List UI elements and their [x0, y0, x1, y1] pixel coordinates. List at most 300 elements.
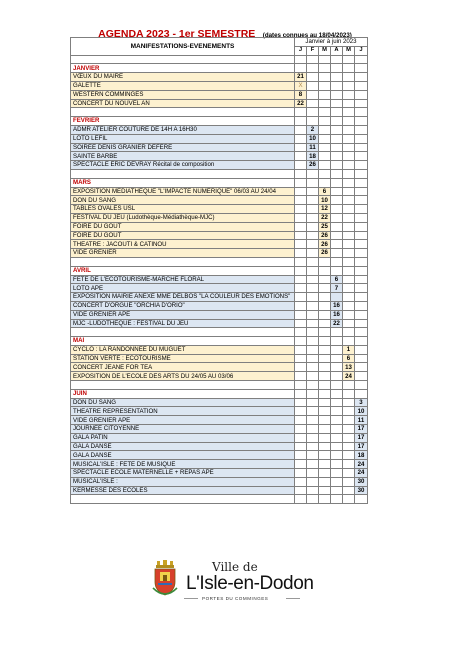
- empty-cell: [355, 328, 368, 337]
- empty-cell: [343, 469, 355, 478]
- empty-cell: [295, 64, 307, 73]
- empty-cell: [319, 169, 331, 178]
- empty-cell: [331, 55, 343, 64]
- event-day: 24: [355, 460, 368, 469]
- empty-cell: [343, 64, 355, 73]
- empty-cell: [307, 442, 319, 451]
- empty-cell: [343, 81, 355, 90]
- event-label: VIDE GRENIER: [71, 249, 295, 258]
- month-row: [71, 117, 368, 126]
- empty-cell: [331, 389, 343, 398]
- empty-cell: [331, 407, 343, 416]
- empty-cell: [331, 196, 343, 205]
- event-label: VŒUX DU MAIRE: [71, 73, 295, 82]
- month-abbr: M: [319, 46, 331, 55]
- empty-cell: [307, 416, 319, 425]
- event-row: [71, 240, 368, 249]
- event-row: [71, 99, 368, 108]
- empty-cell: [295, 161, 307, 170]
- empty-cell: [355, 319, 368, 328]
- event-label: GALA DANSE: [71, 442, 295, 451]
- event-day: 16: [331, 310, 343, 319]
- event-row: [71, 363, 368, 372]
- event-row: [71, 134, 368, 143]
- empty-cell: [295, 293, 307, 302]
- empty-cell: [331, 460, 343, 469]
- event-day: 6: [331, 275, 343, 284]
- empty-cell: [307, 495, 319, 504]
- empty-cell: [331, 337, 343, 346]
- empty-cell: [355, 337, 368, 346]
- empty-cell: [319, 117, 331, 126]
- empty-cell: [343, 310, 355, 319]
- event-label: VIDE GRENIER APE: [71, 310, 295, 319]
- empty-cell: [295, 442, 307, 451]
- empty-cell: [355, 301, 368, 310]
- empty-cell: [331, 143, 343, 152]
- event-day: 2: [307, 125, 319, 134]
- event-row: [71, 196, 368, 205]
- event-label: SPECTACLE ECOLE MATERNELLE + REPAS APE: [71, 469, 295, 478]
- empty-cell: [355, 257, 368, 266]
- empty-cell: [319, 310, 331, 319]
- empty-cell: [319, 469, 331, 478]
- event-row: [71, 284, 368, 293]
- empty-cell: [307, 486, 319, 495]
- month-label: MARS: [71, 178, 295, 187]
- empty-cell: [71, 169, 295, 178]
- event-label: GALETTE: [71, 81, 295, 90]
- empty-cell: [307, 284, 319, 293]
- month-abbr: M: [343, 46, 355, 55]
- empty-cell: [319, 425, 331, 434]
- empty-cell: [331, 416, 343, 425]
- empty-cell: [319, 161, 331, 170]
- empty-cell: [343, 407, 355, 416]
- empty-cell: [295, 266, 307, 275]
- event-day: 6: [319, 187, 331, 196]
- empty-cell: [319, 363, 331, 372]
- event-label: CONCERT D'ORGUE "ORCHIA D'ORIO": [71, 301, 295, 310]
- empty-cell: [343, 117, 355, 126]
- spacer-row: [71, 108, 368, 117]
- empty-cell: [355, 275, 368, 284]
- event-label: JOURNEE CITOYENNE: [71, 425, 295, 434]
- empty-cell: [331, 486, 343, 495]
- empty-cell: [319, 495, 331, 504]
- empty-cell: [355, 231, 368, 240]
- empty-cell: [295, 117, 307, 126]
- empty-cell: [355, 152, 368, 161]
- empty-cell: [343, 169, 355, 178]
- empty-cell: [343, 55, 355, 64]
- empty-cell: [295, 284, 307, 293]
- empty-cell: [331, 363, 343, 372]
- empty-cell: [307, 81, 319, 90]
- empty-cell: [295, 213, 307, 222]
- event-row: [71, 293, 368, 302]
- empty-cell: [343, 433, 355, 442]
- empty-cell: [343, 178, 355, 187]
- empty-cell: [319, 81, 331, 90]
- empty-cell: [343, 451, 355, 460]
- agenda-body: [71, 55, 368, 504]
- spacer-row: [71, 381, 368, 390]
- empty-cell: [307, 205, 319, 214]
- empty-cell: [307, 337, 319, 346]
- month-abbr: J: [355, 46, 368, 55]
- event-row: [71, 222, 368, 231]
- event-label: CONCERT DU NOUVEL AN: [71, 99, 295, 108]
- event-day: 13: [343, 363, 355, 372]
- empty-cell: [355, 108, 368, 117]
- empty-cell: [319, 354, 331, 363]
- month-label: JUIN: [71, 389, 295, 398]
- empty-cell: [331, 433, 343, 442]
- event-day: 18: [307, 152, 319, 161]
- event-day: 12: [319, 205, 331, 214]
- event-day: 3: [355, 398, 368, 407]
- event-label: EXPOSITION DE L'ECOLE DES ARTS DU 24/05 AU 03/06: [71, 372, 295, 381]
- tagline-rule-left: [184, 598, 198, 599]
- empty-cell: [355, 187, 368, 196]
- empty-cell: [319, 108, 331, 117]
- empty-cell: [355, 161, 368, 170]
- event-day: 30: [355, 477, 368, 486]
- empty-cell: [343, 187, 355, 196]
- empty-cell: [295, 143, 307, 152]
- empty-cell: [307, 257, 319, 266]
- event-row: [71, 477, 368, 486]
- month-label: FEVRIER: [71, 117, 295, 126]
- empty-cell: [343, 337, 355, 346]
- empty-cell: [319, 257, 331, 266]
- empty-cell: [355, 90, 368, 99]
- empty-cell: [295, 196, 307, 205]
- event-label: ADMR ATELIER COUTURE DE 14H A 16H30: [71, 125, 295, 134]
- empty-cell: [319, 337, 331, 346]
- empty-cell: [355, 381, 368, 390]
- event-row: [71, 469, 368, 478]
- empty-cell: [307, 433, 319, 442]
- event-label: MUSICAL'ISLE :: [71, 477, 295, 486]
- page-subtitle: (dates connues au 18/04/2023): [262, 32, 352, 39]
- empty-cell: [343, 284, 355, 293]
- empty-cell: [343, 222, 355, 231]
- empty-cell: [295, 469, 307, 478]
- event-row: [71, 460, 368, 469]
- event-day: [331, 293, 343, 302]
- column-header-events: MANIFESTATIONS-EVENEMENTS: [71, 38, 295, 56]
- empty-cell: [295, 275, 307, 284]
- empty-cell: [307, 293, 319, 302]
- empty-cell: [331, 328, 343, 337]
- empty-cell: [355, 178, 368, 187]
- empty-cell: [331, 257, 343, 266]
- empty-cell: [343, 495, 355, 504]
- empty-cell: [355, 240, 368, 249]
- empty-cell: [355, 99, 368, 108]
- empty-cell: [295, 319, 307, 328]
- event-row: [71, 486, 368, 495]
- event-day: 30: [355, 486, 368, 495]
- empty-cell: [295, 354, 307, 363]
- agenda-table: [70, 37, 368, 504]
- empty-cell: [343, 293, 355, 302]
- event-day: 7: [331, 284, 343, 293]
- empty-cell: [355, 293, 368, 302]
- empty-cell: [355, 134, 368, 143]
- page-title: AGENDA 2023 - 1er SEMESTRE: [98, 28, 256, 40]
- empty-cell: [331, 213, 343, 222]
- event-day: 17: [355, 425, 368, 434]
- event-row: [71, 161, 368, 170]
- empty-cell: [343, 425, 355, 434]
- spacer-row: [71, 328, 368, 337]
- empty-cell: [331, 469, 343, 478]
- empty-cell: [355, 354, 368, 363]
- empty-cell: [307, 108, 319, 117]
- event-day: 22: [295, 99, 307, 108]
- empty-cell: [319, 372, 331, 381]
- empty-cell: [295, 55, 307, 64]
- empty-cell: [307, 187, 319, 196]
- event-label: FOIRE DU GOUT: [71, 222, 295, 231]
- empty-cell: [307, 460, 319, 469]
- empty-cell: [343, 125, 355, 134]
- event-day: 6: [343, 354, 355, 363]
- empty-cell: [307, 310, 319, 319]
- empty-cell: [343, 381, 355, 390]
- empty-cell: [295, 381, 307, 390]
- empty-cell: [295, 169, 307, 178]
- empty-cell: [295, 240, 307, 249]
- event-label: CONCERT JEANE FOR TEA: [71, 363, 295, 372]
- empty-cell: [307, 117, 319, 126]
- event-label: THEATRE REPRESENTATION: [71, 407, 295, 416]
- empty-cell: [319, 55, 331, 64]
- empty-cell: [319, 442, 331, 451]
- empty-cell: [331, 108, 343, 117]
- empty-cell: [307, 372, 319, 381]
- empty-cell: [355, 249, 368, 258]
- event-row: [71, 301, 368, 310]
- empty-cell: [343, 257, 355, 266]
- empty-cell: [355, 143, 368, 152]
- empty-cell: [71, 381, 295, 390]
- empty-cell: [319, 284, 331, 293]
- event-day: X: [295, 81, 307, 90]
- event-row: [71, 416, 368, 425]
- event-day: 26: [319, 249, 331, 258]
- event-label: SAINTE BARBE: [71, 152, 295, 161]
- empty-cell: [307, 345, 319, 354]
- empty-cell: [319, 486, 331, 495]
- empty-cell: [295, 433, 307, 442]
- empty-cell: [343, 319, 355, 328]
- empty-cell: [319, 134, 331, 143]
- empty-cell: [307, 301, 319, 310]
- event-row: [71, 319, 368, 328]
- empty-cell: [343, 398, 355, 407]
- empty-cell: [295, 257, 307, 266]
- empty-cell: [343, 152, 355, 161]
- empty-cell: [319, 266, 331, 275]
- empty-cell: [355, 125, 368, 134]
- empty-cell: [295, 425, 307, 434]
- empty-cell: [355, 222, 368, 231]
- event-label: THEATRE : JACOUTI & CATINOU: [71, 240, 295, 249]
- event-row: [71, 143, 368, 152]
- empty-cell: [355, 310, 368, 319]
- town-logo: [150, 558, 314, 604]
- empty-cell: [307, 90, 319, 99]
- empty-cell: [355, 213, 368, 222]
- empty-cell: [295, 205, 307, 214]
- month-label: MAI: [71, 337, 295, 346]
- event-row: [71, 125, 368, 134]
- empty-cell: [331, 495, 343, 504]
- month-abbr: J: [295, 46, 307, 55]
- empty-cell: [343, 416, 355, 425]
- empty-cell: [319, 328, 331, 337]
- empty-cell: [331, 90, 343, 99]
- spacer-row: [71, 169, 368, 178]
- empty-cell: [331, 161, 343, 170]
- empty-cell: [295, 486, 307, 495]
- event-label: WESTERN COMMINGES: [71, 90, 295, 99]
- empty-cell: [331, 425, 343, 434]
- empty-cell: [319, 460, 331, 469]
- empty-cell: [331, 152, 343, 161]
- empty-cell: [331, 99, 343, 108]
- logo-town-name: L'Isle-en-Dodon: [186, 573, 314, 594]
- event-day: 10: [355, 407, 368, 416]
- empty-cell: [331, 64, 343, 73]
- empty-cell: [343, 240, 355, 249]
- event-day: 16: [331, 301, 343, 310]
- event-label: FETE DE L'ECOTOURISME-MARCHE FLORAL: [71, 275, 295, 284]
- event-day: 24: [355, 469, 368, 478]
- month-row: [71, 64, 368, 73]
- event-day: 11: [355, 416, 368, 425]
- event-row: [71, 275, 368, 284]
- town-crest-icon: [150, 560, 180, 600]
- event-label: GALA PATIN: [71, 433, 295, 442]
- event-row: [71, 213, 368, 222]
- empty-cell: [295, 178, 307, 187]
- event-row: [71, 249, 368, 258]
- tagline-rule-right: [286, 598, 300, 599]
- empty-cell: [331, 231, 343, 240]
- empty-cell: [307, 169, 319, 178]
- empty-cell: [343, 205, 355, 214]
- empty-cell: [71, 55, 295, 64]
- event-label: SPECTACLE ERIC DEVRAY Récital de composition: [71, 161, 295, 170]
- empty-cell: [331, 178, 343, 187]
- empty-cell: [331, 381, 343, 390]
- empty-cell: [307, 178, 319, 187]
- empty-cell: [343, 460, 355, 469]
- month-row: [71, 178, 368, 187]
- empty-cell: [307, 398, 319, 407]
- empty-cell: [355, 389, 368, 398]
- empty-cell: [295, 187, 307, 196]
- empty-cell: [343, 486, 355, 495]
- event-row: [71, 354, 368, 363]
- event-row: [71, 372, 368, 381]
- month-row: [71, 337, 368, 346]
- empty-cell: [319, 64, 331, 73]
- empty-cell: [295, 495, 307, 504]
- empty-cell: [307, 363, 319, 372]
- empty-cell: [355, 284, 368, 293]
- month-row: [71, 266, 368, 275]
- empty-cell: [307, 99, 319, 108]
- empty-cell: [331, 266, 343, 275]
- event-row: [71, 73, 368, 82]
- empty-cell: [307, 231, 319, 240]
- empty-cell: [319, 477, 331, 486]
- event-label: STATION VERTE : ECOTOURISME: [71, 354, 295, 363]
- empty-cell: [355, 73, 368, 82]
- empty-cell: [307, 469, 319, 478]
- empty-cell: [343, 134, 355, 143]
- spacer-row: [71, 257, 368, 266]
- month-row: [71, 389, 368, 398]
- event-label: GALA DANSE: [71, 451, 295, 460]
- empty-cell: [343, 328, 355, 337]
- empty-cell: [295, 310, 307, 319]
- event-day: 21: [295, 73, 307, 82]
- empty-cell: [355, 64, 368, 73]
- empty-cell: [319, 125, 331, 134]
- event-row: [71, 310, 368, 319]
- event-label: TABLES OVALES USL: [71, 205, 295, 214]
- empty-cell: [343, 231, 355, 240]
- empty-cell: [307, 222, 319, 231]
- empty-cell: [307, 425, 319, 434]
- empty-cell: [355, 169, 368, 178]
- empty-cell: [355, 205, 368, 214]
- empty-cell: [331, 442, 343, 451]
- logo-ville-label: Ville de: [212, 560, 258, 574]
- empty-cell: [295, 416, 307, 425]
- empty-cell: [343, 275, 355, 284]
- empty-cell: [307, 354, 319, 363]
- empty-cell: [295, 460, 307, 469]
- empty-cell: [355, 81, 368, 90]
- event-label: EXPOSITION MAIRIE ANEXE MME DELBOS "LA COULEUR DES EMOTIONS": [71, 293, 295, 302]
- empty-cell: [307, 249, 319, 258]
- event-row: [71, 152, 368, 161]
- empty-cell: [355, 117, 368, 126]
- empty-cell: [319, 398, 331, 407]
- empty-cell: [295, 398, 307, 407]
- empty-cell: [343, 213, 355, 222]
- empty-cell: [355, 55, 368, 64]
- empty-cell: [307, 477, 319, 486]
- empty-cell: [343, 196, 355, 205]
- event-label: DON DU SANG: [71, 398, 295, 407]
- empty-cell: [331, 117, 343, 126]
- event-label: FESTIVAL DU JEU (Ludothèque-Médiathèque-MJC): [71, 213, 295, 222]
- event-day: 8: [295, 90, 307, 99]
- event-day: 17: [355, 433, 368, 442]
- empty-cell: [319, 90, 331, 99]
- empty-cell: [343, 442, 355, 451]
- event-row: [71, 345, 368, 354]
